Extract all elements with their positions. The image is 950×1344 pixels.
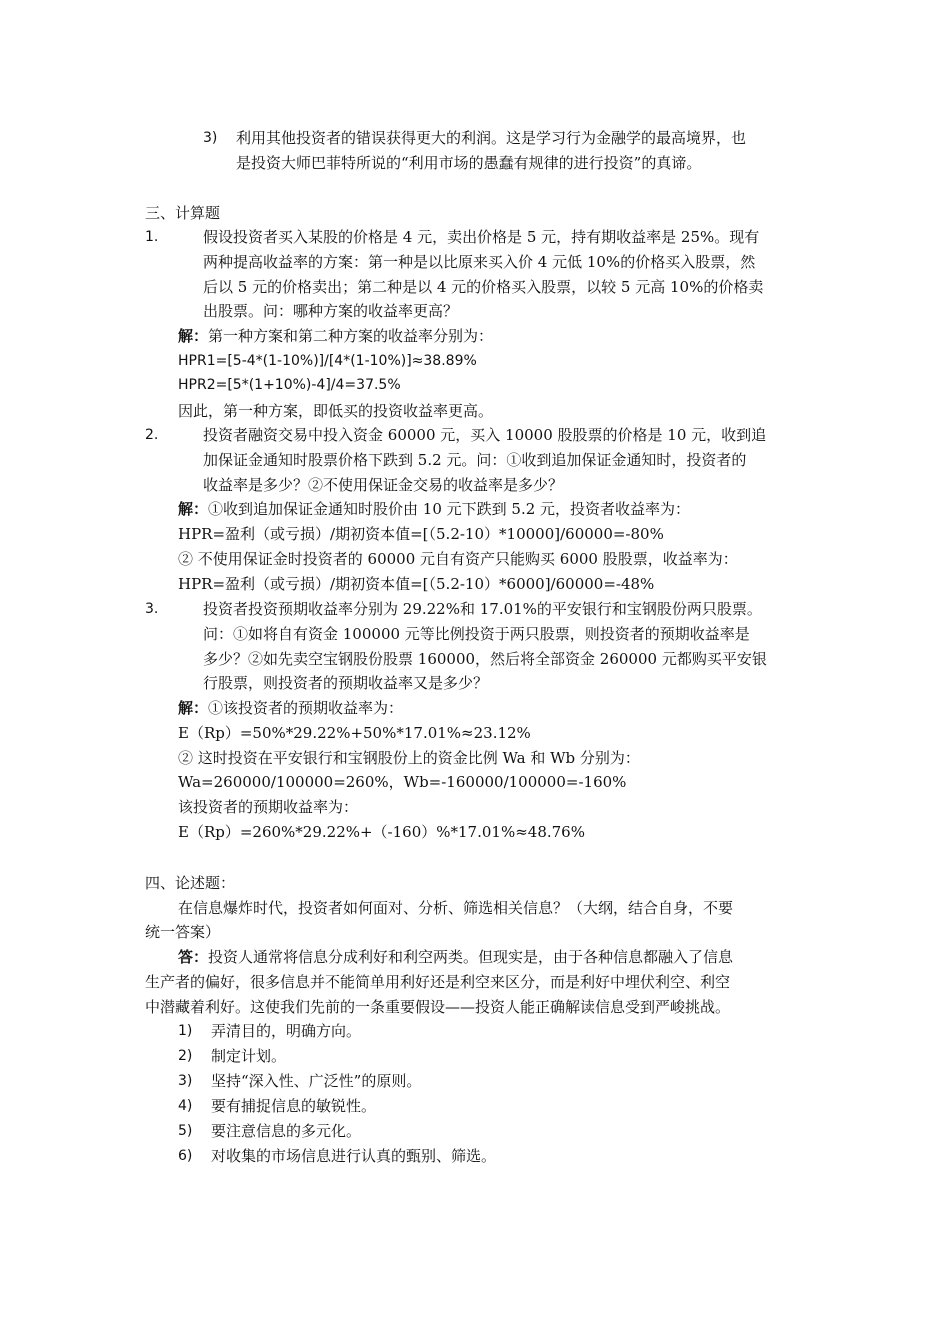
- answer-line: 生产者的偏好，很多信息并不能简单用利好还是利空来区分，而是利好中埋伏利空、利空: [145, 973, 731, 991]
- answer-line: [178, 326, 493, 346]
- section-title: 四、论述题：: [145, 874, 236, 892]
- formula-line: Wa=260000/100000=260%，Wb=-160000/100000=-160%: [178, 773, 627, 791]
- question-line: 加保证金通知时股票价格下跌到 5.2 元。问：①收到追加保证金通知时，投资者的: [203, 451, 747, 469]
- answer-label: 解：: [178, 699, 209, 717]
- formula-line: HPR1=[5-4*(1-10%)]/[4*(1-10%)]≈38.89%: [178, 353, 477, 369]
- list-item: 要注意信息的多元化。: [211, 1122, 362, 1140]
- answer-text: 第一种方案和第二种方案的收益率分别为：: [208, 327, 494, 345]
- answer-line: 因此，第一种方案，即低买的投资收益率更高。: [178, 402, 494, 420]
- question-line: 收益率是多少？②不使用保证金交易的收益率是多少？: [203, 476, 564, 494]
- list-item-number: 2): [178, 1048, 193, 1064]
- question-line: 投资者投资预期收益率分别为 29.22%和 17.01%的平安银行和宝钢股份两只股票。: [203, 600, 762, 618]
- paragraph-line: 利用其他投资者的错误获得更大的利润。这是学习行为金融学的最高境界，也: [236, 129, 747, 147]
- answer-line: 中潜藏着利好。这使我们先前的一条重要假设——投资人能正确解读信息受到严峻挑战。: [145, 998, 731, 1016]
- answer-text: ①该投资者的预期收益率为：: [208, 699, 404, 717]
- formula-line: HPR=盈利（或亏损）/期初资本值=[（5.2-10）*6000]/60000=-48%: [178, 575, 655, 593]
- question-line: 投资者融资交易中投入资金 60000 元，买入 10000 股股票的价格是 10 元，收到追: [203, 426, 767, 444]
- paragraph-line: 是投资大师巴菲特所说的“利用市场的愚蠢有规律的进行投资”的真谛。: [236, 154, 702, 172]
- answer-line: [178, 947, 733, 967]
- answer-line: 该投资者的预期收益率为：: [178, 798, 359, 816]
- list-item-number: 3): [178, 1073, 193, 1089]
- answer-label: 解：: [178, 327, 209, 345]
- list-item: 坚持“深入性、广泛性”的原则。: [211, 1072, 422, 1090]
- answer-line: ② 这时投资在平安银行和宝钢股份上的资金比例 Wa 和 Wb 分别为：: [178, 749, 640, 767]
- question-line: 两种提高收益率的方案：第一种是以比原来买入价 4 元低 10%的价格买入股票，然: [203, 253, 756, 271]
- question-number: 3.: [145, 601, 159, 617]
- answer-line: ② 不使用保证金时投资者的 60000 元自有资产只能购买 6000 股股票，收益率为：: [178, 550, 738, 568]
- question-line: 出股票。问：哪种方案的收益率更高？: [203, 302, 459, 320]
- question-line: 行股票，则投资者的预期收益率又是多少？: [203, 674, 489, 692]
- question-line: 问：①如将自有资金 100000 元等比例投资于两只股票，则投资者的预期收益率是: [203, 625, 750, 643]
- list-item: 制定计划。: [211, 1047, 287, 1065]
- list-item-number: 3): [203, 130, 218, 146]
- question-line: 统一答案）: [145, 923, 221, 941]
- question-number: 2.: [145, 427, 159, 443]
- answer-line: [178, 698, 403, 718]
- list-item-number: 5): [178, 1123, 193, 1139]
- answer-text: 投资人通常将信息分成利好和利空两类。但现实是，由于各种信息都融入了信息: [208, 948, 734, 966]
- question-line: 多少？②如先卖空宝钢股份股票 160000，然后将全部资金 260000 元都购买平安银: [203, 650, 767, 668]
- answer-line: [178, 499, 690, 519]
- list-item-number: 6): [178, 1148, 193, 1164]
- list-item-number: 4): [178, 1098, 193, 1114]
- question-line: 后以 5 元的价格卖出；第二种是以 4 元的价格买入股票，以较 5 元高 10%的价格卖: [203, 278, 764, 296]
- question-number: 1.: [145, 229, 159, 245]
- formula-line: E（Rp）=260%*29.22%+（-160）%*17.01%≈48.76%: [178, 823, 585, 841]
- list-item: 对收集的市场信息进行认真的甄别、筛选。: [211, 1147, 497, 1165]
- formula-line: HPR=盈利（或亏损）/期初资本值=[（5.2-10）*10000]/60000=-80%: [178, 525, 664, 543]
- question-line: 在信息爆炸时代，投资者如何面对、分析、筛选相关信息？（大纲，结合自身，不要: [178, 899, 734, 917]
- list-item: 弄清目的，明确方向。: [211, 1022, 362, 1040]
- answer-label: 解：: [178, 500, 209, 518]
- list-item: 要有捕捉信息的敏锐性。: [211, 1097, 377, 1115]
- list-item-number: 1): [178, 1023, 193, 1039]
- answer-label: 答：: [178, 948, 209, 966]
- section-title: 三、计算题: [145, 204, 221, 222]
- formula-line: E（Rp）=50%*29.22%+50%*17.01%≈23.12%: [178, 724, 531, 742]
- question-line: 假设投资者买入某股的价格是 4 元，卖出价格是 5 元，持有期收益率是 25%。现有: [203, 228, 760, 246]
- formula-line: HPR2=[5*(1+10%)-4]/4=37.5%: [178, 377, 401, 393]
- answer-text: ①收到追加保证金通知时股价由 10 元下跌到 5.2 元，投资者收益率为：: [208, 500, 691, 518]
